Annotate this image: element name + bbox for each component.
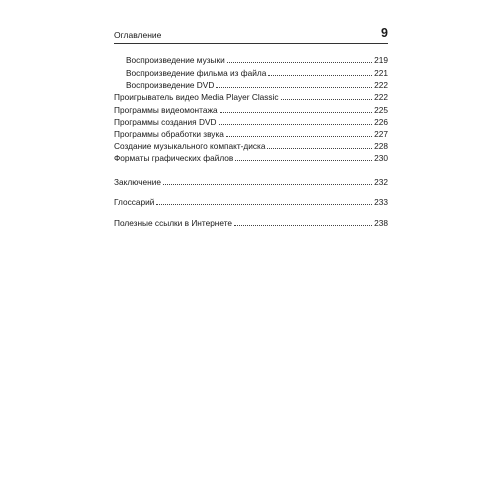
toc-entry <box>114 217 388 228</box>
toc-entry <box>126 67 388 78</box>
toc-dot-leader <box>156 204 372 205</box>
running-title: Оглавление <box>114 30 162 40</box>
toc-entry <box>114 116 388 127</box>
toc-entry-title: Полезные ссылки в Интернете <box>114 218 233 228</box>
toc-entry-page: 219 <box>374 55 388 65</box>
toc-entry <box>114 176 388 187</box>
toc-entry <box>114 128 388 139</box>
toc-entry-title: Форматы графических файлов <box>114 153 234 163</box>
page-number: 9 <box>381 26 388 40</box>
toc-dot-leader <box>226 136 372 137</box>
toc-dot-leader <box>267 148 372 149</box>
toc-entry-page: 221 <box>374 68 388 78</box>
toc-entry <box>114 140 388 151</box>
toc-dot-leader <box>220 112 373 113</box>
toc-entry-title: Проигрыватель видео Media Player Classic <box>114 92 279 102</box>
toc-entry-title: Заключение <box>114 177 161 187</box>
toc-entry-title: Создание музыкального компакт-диска <box>114 141 266 151</box>
toc-entry-page: 228 <box>374 141 388 151</box>
toc-dot-leader <box>163 184 372 185</box>
toc-entry-page: 238 <box>374 218 388 228</box>
toc-dot-leader <box>227 62 372 63</box>
running-head <box>114 26 388 42</box>
toc-entry-title: Глоссарий <box>114 197 155 207</box>
toc-entry-page: 222 <box>374 92 388 102</box>
toc-entry-page: 227 <box>374 129 388 139</box>
toc-entry-page: 226 <box>374 117 388 127</box>
toc-dot-leader <box>234 225 372 226</box>
toc-entry-page: 230 <box>374 153 388 163</box>
toc-entry <box>114 91 388 102</box>
toc-entry <box>114 152 388 163</box>
toc-entry <box>126 54 388 65</box>
toc-dot-leader <box>216 87 372 88</box>
toc-entry-page: 225 <box>374 105 388 115</box>
header-rule <box>114 43 388 44</box>
toc-entry-page: 232 <box>374 177 388 187</box>
toc-entry-title: Программы создания DVD <box>114 117 217 127</box>
toc-dot-leader <box>219 124 373 125</box>
toc-entry <box>114 196 388 207</box>
toc-entry-title: Воспроизведение фильма из файла <box>126 68 267 78</box>
toc-entry-title: Воспроизведение DVD <box>126 80 215 90</box>
toc-entry-title: Программы видеомонтажа <box>114 105 218 115</box>
toc-dot-leader <box>268 75 372 76</box>
toc-entry-page: 233 <box>374 197 388 207</box>
toc-dot-leader <box>235 160 372 161</box>
toc-entry-title: Программы обработки звука <box>114 129 224 139</box>
toc-entry-title: Воспроизведение музыки <box>126 55 225 65</box>
toc-entry <box>126 79 388 90</box>
toc-entry <box>114 104 388 115</box>
toc-dot-leader <box>281 99 373 100</box>
toc-entry-page: 222 <box>374 80 388 90</box>
